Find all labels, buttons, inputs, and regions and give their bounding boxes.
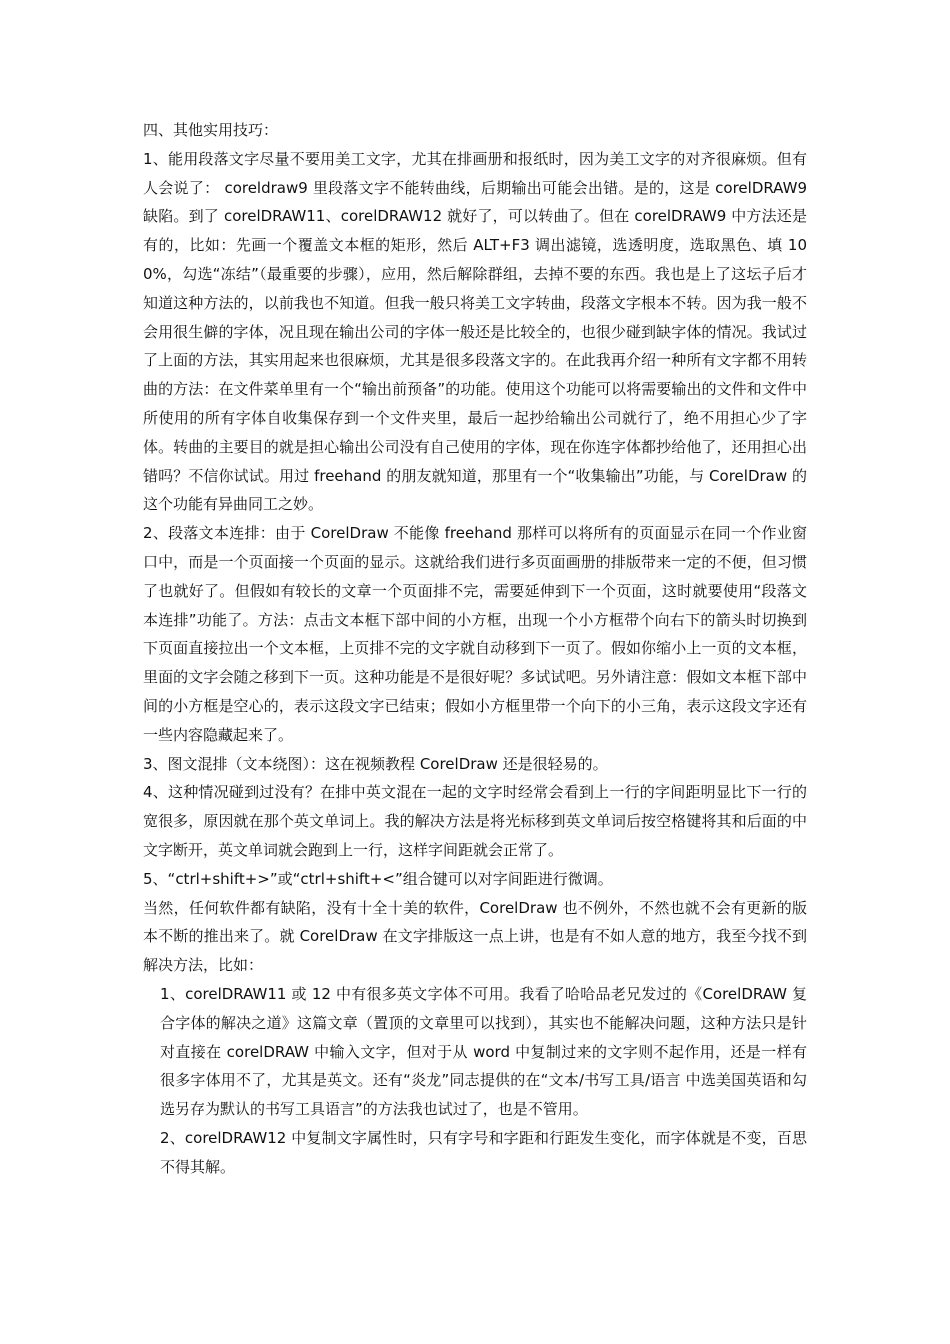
defects-intro-paragraph: 当然，任何软件都有缺陷，没有十全十美的软件，CorelDraw 也不例外，不然也就不会有更新的版本不断的推出来了。就 CorelDraw 在文字排版这一点上讲，也是有不如人意的地方，我至今找不到解决方法，比如： — [143, 898, 807, 975]
tip-5-paragraph: 5、“ctrl+shift+>”或“ctrl+shift+<”组合键可以对字间距进行微调。 — [143, 869, 613, 888]
defect-2-paragraph: 2、corelDRAW12 中复制文字属性时，只有字号和字距和行距发生变化，而字体就是不变，百思不得其解。 — [160, 1128, 807, 1176]
tip-1-paragraph: 1、能用段落文字尽量不要用美工文字，尤其在排画册和报纸时，因为美工文字的对齐很麻烦。但有人会说了： coreldraw9 里段落文字不能转曲线，后期输出可能会出错。是的，这是 corelDRAW9 缺陷。到了 corelDRAW11、corelDRAW12 就好了，可以转曲了。但在 corelDRAW9 中方法还是有的，比如：先画一个覆盖文本框的矩形，然后 ALT+F3 调出滤镜，选透明度，选取黑色、填 100%，勾选“冻结”（最重要的步骤），应用，然后解除群组，去掉不要的东西。我也是上了这坛子后才知道这种方法的，以前我也不知道。但我一般只将美工文字转曲，段落文字根本不转。因为我一般不会用很生僻的字体，况且现在输出公司的字体一般还是比较全的，也很少碰到缺字体的情况。我试过了上面的方法，其实用起来也很麻烦，尤其是很多段落文字的。在此我再介绍一种所有文字都不用转曲的方法：在文件菜单里有一个“输出前预备”的功能。使用这个功能可以将需要输出的文件和文件中所使用的所有字体自收集保存到一个文件夹里，最后一起抄给输出公司就行了，绝不用担心少了字体。转曲的主要目的就是担心输出公司没有自己使用的字体，现在你连字体都抄给他了，还用担心出错吗？不信你试试。用过 freehand 的朋友就知道，那里有一个“收集输出”功能，与 CorelDraw 的这个功能有异曲同工之妙。 — [143, 149, 807, 514]
tip-3-paragraph: 3、图文混排（文本绕图）：这在视频教程 CorelDraw 还是很轻易的。 — [143, 754, 608, 773]
tip-2-paragraph: 2、段落文本连排：由于 CorelDraw 不能像 freehand 那样可以将所有的页面显示在同一个作业窗口中，而是一个页面接一个页面的显示。这就给我们进行多页面画册的排版带来一定的不便，但习惯了也就好了。但假如有较长的文章一个页面排不完，需要延伸到下一个页面，这时就要使用“段落文本连排”功能了。方法：点击文本框下部中间的小方框，出现一个小方框带个向右下的箭头时切换到下页面直接拉出一个文本框，上页排不完的文字就自动移到下一页了。假如你缩小上一页的文本框，里面的文字会随之移到下一页。这种功能是不是很好呢？多试试吧。另外请注意：假如文本框下部中间的小方框是空心的，表示这段文字已结束；假如小方框里带一个向下的小三角，表示这段文字还有一些内容隐藏起来了。 — [143, 524, 807, 744]
defect-1-paragraph: 1、corelDRAW11 或 12 中有很多英文字体不可用。我看了哈哈品老兄发过的《CorelDRAW 复合字体的解决之道》这篇文章（置顶的文章里可以找到），其实也不能解决问题，这种方法只是针对直接在 corelDRAW 中输入文字，但对于从 word 中复制过来的文字则不起作用，还是一样有很多字体用不了，尤其是英文。还有“炎龙”同志提供的在“文本/书写工具/语言 中选美国英语和勾选另存为默认的书写工具语言”的方法我也试过了，也是不管用。 — [160, 984, 807, 1119]
tip-4-paragraph: 4、这种情况碰到过没有？在排中英文混在一起的文字时经常会看到上一行的字间距明显比下一行的宽很多，原因就在那个英文单词上。我的解决方法是将光标移到英文单词后按空格键将其和后面的中文字断开，英文单词就会跑到上一行，这样字间距就会正常了。 — [143, 783, 807, 859]
document-body — [143, 116, 807, 1181]
section-heading: 四、其他实用技巧： — [143, 121, 279, 139]
